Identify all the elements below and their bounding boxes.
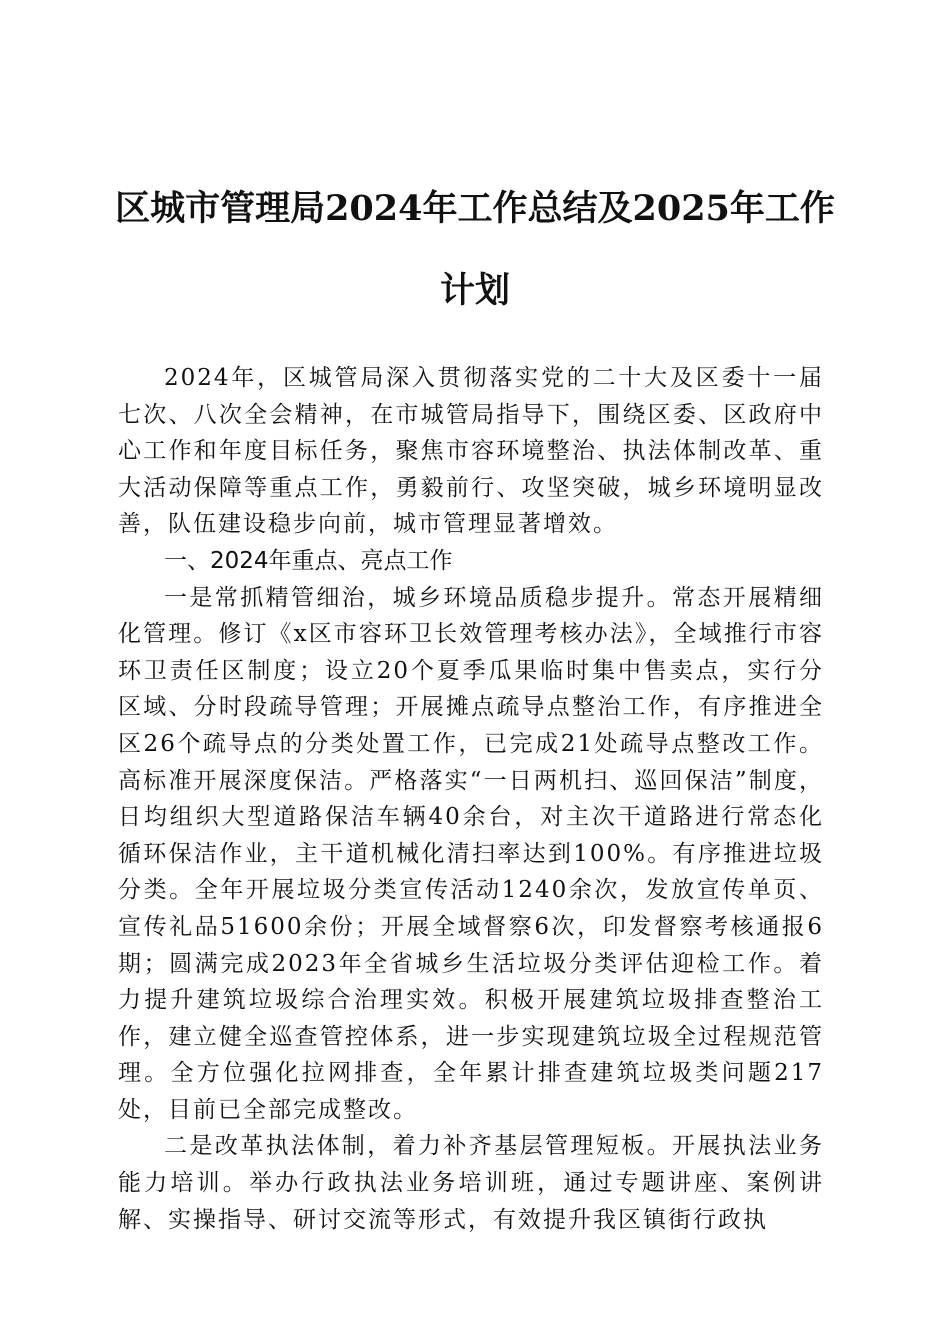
intro-paragraph: 2024年，区城管局深入贯彻落实党的二十大及区委十一届七次、八次全会精神，在市城管局指导下，围绕区委、区政府中心工作和年度目标任务，聚焦市容环境整治、执法体制改革、重大活动保障等重点工作，勇毅前行、攻坚突破，城乡环境明显改善，队伍建设稳步向前，城市管理显著增效。 [118,365,824,538]
section-heading: 一、2024年重点、亮点工作 [164,547,453,574]
document-body [118,360,824,1238]
body-paragraph-2: 二是改革执法体制，着力补齐基层管理短板。开展执法业务能力培训。举办行政执法业务培训班，通过专题讲座、案例讲解、实操指导、研讨交流等形式，有效提升我区镇街行政执 [118,1133,824,1233]
body-paragraph-1: 一是常抓精管细治，城乡环境品质稳步提升。常态开展精细化管理。修订《x区市容环卫长效管理考核办法》，全域推行市容环卫责任区制度；设立20个夏季瓜果临时集中售卖点，实行分区域、分时段疏导管理；开展摊点疏导点整治工作，有序推进全区26个疏导点的分类处置工作，已完成21处疏导点整改工作。高标准开展深度保洁。严格落实“一日两机扫、巡回保洁”制度，日均组织大型道路保洁车辆40余台，对主次干道路进行常态化循环保洁作业，主干道机械化清扫率达到100%。有序推进垃圾分类。全年开展垃圾分类宣传活动1240余次，发放宣传单页、宣传礼品51600余份；开展全域督察6次，印发督察考核通报6期；圆满完成2023年全省城乡生活垃圾分类评估迎检工作。着力提升建筑垃圾综合治理实效。积极开展建筑垃圾排查整治工作，建立健全巡查管控体系，进一步实现建筑垃圾全过程规范管理。全方位强化拉网排查，全年累计排查建筑垃圾类问题217处，目前已全部完成整改。 [118,584,824,1123]
document-title: 区城市管理局2024年工作总结及2025年工作计划 [115,188,835,311]
